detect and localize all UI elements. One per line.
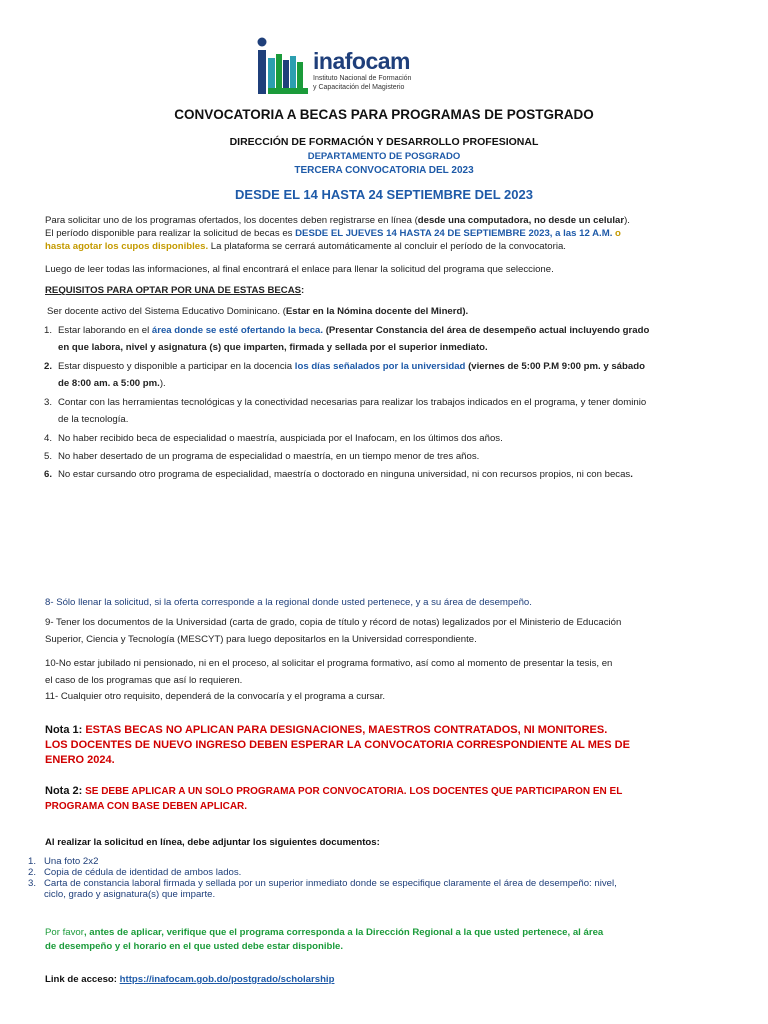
requirements-heading: REQUISITOS PARA OPTAR POR UNA DE ESTAS BECAS: — [45, 285, 305, 296]
note-1: Nota 1: ESTAS BECAS NO APLICAN PARA DESIGNACIONES, MAESTROS CONTRATADOS, NI MONITORES. LOS DOCENTES DE NUEVO INGRESO DEBEN ESPERAR LA CONVOCATORIA CORRESPONDIENTE AL MES DE ENERO 2024. — [45, 724, 630, 766]
document-item: 2. Copia de cédula de identidad de ambos lados. — [28, 867, 242, 878]
inafocam-logo — [255, 36, 425, 96]
intro-paragraph-1: Para solicitar uno de los programas ofertados, los docentes deben registrarse en línea (desde una computadora, no desde un celular). El período disponible para realizar la solicitud de becas es DESDE EL JUEVES 14 HASTA 24 DE SEPTIEMBRE 2023, a las 12 A.M. o hasta agotar los cupos disponibles. La plataforma se cerrará automáticamente al concluir el período de la convocatoria. — [45, 215, 630, 252]
logo-bars-icon — [255, 36, 310, 96]
direction-heading: DIRECCIÓN DE FORMACIÓN Y DESARROLLO PROFESIONAL — [229, 136, 539, 148]
requirement-active-teacher: Ser docente activo del Sistema Educativo Dominicano. (Estar en la Nómina docente del Minerd). — [47, 306, 469, 317]
requirement-item: 5. No haber desertado de un programa de especialidad o maestría, en un tiempo menor de tres años. — [44, 451, 480, 462]
page-title: CONVOCATORIA A BECAS PARA PROGRAMAS DE POSTGRADO — [174, 107, 594, 122]
documents-list — [28, 856, 728, 900]
logo-wordmark: inafocam — [313, 48, 410, 74]
requirement-item: 2. Estar dispuesto y disponible a participar en la docencia los días señalados por la universidad (viernes de 5:00 P.M 9:00 pm. y sábado de 8:00 am. a 5:00 pm.). — [44, 361, 645, 389]
intro-paragraph-2: Luego de leer todas las informaciones, al final encontrará el enlace para llenar la solicitud del programa que seleccione. — [45, 264, 554, 275]
requirement-item-10: 10-No estar jubilado ni pensionado, ni en el proceso, al solicitar el programa formativo, así como al momento de presentar la tesis, en el caso de los programas que así lo requieren. — [45, 658, 613, 686]
requirement-item: 1. Estar laborando en el área donde se esté ofertando la beca. (Presentar Constancia del área de desempeño actual incluyendo grado en que labora, nivel y asignatura (s) que imparten, firmada y sellada por el superior inmediato. — [44, 325, 650, 353]
requirement-item: 3. Contar con las herramientas tecnológicas y la conectividad necesarias para realizar los trabajos indicados en el programa, y tener dominio de la tecnología. — [44, 397, 647, 425]
requirement-item-8: 8- Sólo llenar la solicitud, si la oferta corresponde a la regional donde usted pertenece, y a su área de desempeño. — [45, 597, 532, 608]
requirement-item-9: 9- Tener los documentos de la Universidad (carta de grado, copia de título y récord de notas) legalizados por el Ministerio de Educación Superior, Ciencia y Tecnología (MESCYT) para luego depositarlos en la Universidad correspondiente. — [45, 617, 622, 645]
logo-subtitle: Instituto Nacional de Formación y Capacitación del Magisterio — [313, 75, 412, 91]
access-link-row — [45, 973, 334, 986]
requirement-item: 6. No estar cursando otro programa de especialidad, maestría o doctorado en ninguna universidad, ni con recursos propios, ni con becas. — [44, 469, 633, 480]
closing-paragraph: Por favor, antes de aplicar, verifique que el programa corresponda a la Dirección Regional a la que usted pertenece, al área de desempeño y el horario en el que usted debe estar disponible. — [45, 927, 604, 952]
document-item: 3. Carta de constancia laboral firmada y sellada por un superior inmediato donde se especifique claramente el área de desempeño: nivel, ciclo, grado y asignatura(s) que imparte. — [28, 878, 617, 900]
requirement-item: 4. No haber recibido beca de especialidad o maestría, auspiciada por el Inafocam, en los últimos dos años. — [44, 433, 503, 444]
access-link-label: Link de acceso: — [45, 974, 117, 985]
documents-heading: Al realizar la solicitud en línea, debe adjuntar los siguientes documentos: — [45, 837, 380, 848]
requirement-item-11: 11- Cualquier otro requisito, dependerá de la convocaría y el programa a cursar. — [45, 691, 386, 702]
access-link[interactable]: https://inafocam.gob.do/postgrado/scholarship — [119, 974, 335, 985]
call-heading: TERCERA CONVOCATORIA DEL 2023 — [294, 165, 474, 176]
note-2: Nota 2: SE DEBE APLICAR A UN SOLO PROGRAMA POR CONVOCATORIA. LOS DOCENTES QUE PARTICIPARON EN EL PROGRAMA CON BASE DEBEN APLICAR. — [45, 785, 623, 812]
department-heading: DEPARTAMENTO DE POSGRADO — [307, 151, 461, 162]
dates-heading: DESDE EL 14 HASTA 24 SEPTIEMBRE DEL 2023 — [235, 187, 533, 202]
document-item: 1. Una foto 2x2 — [28, 856, 99, 867]
